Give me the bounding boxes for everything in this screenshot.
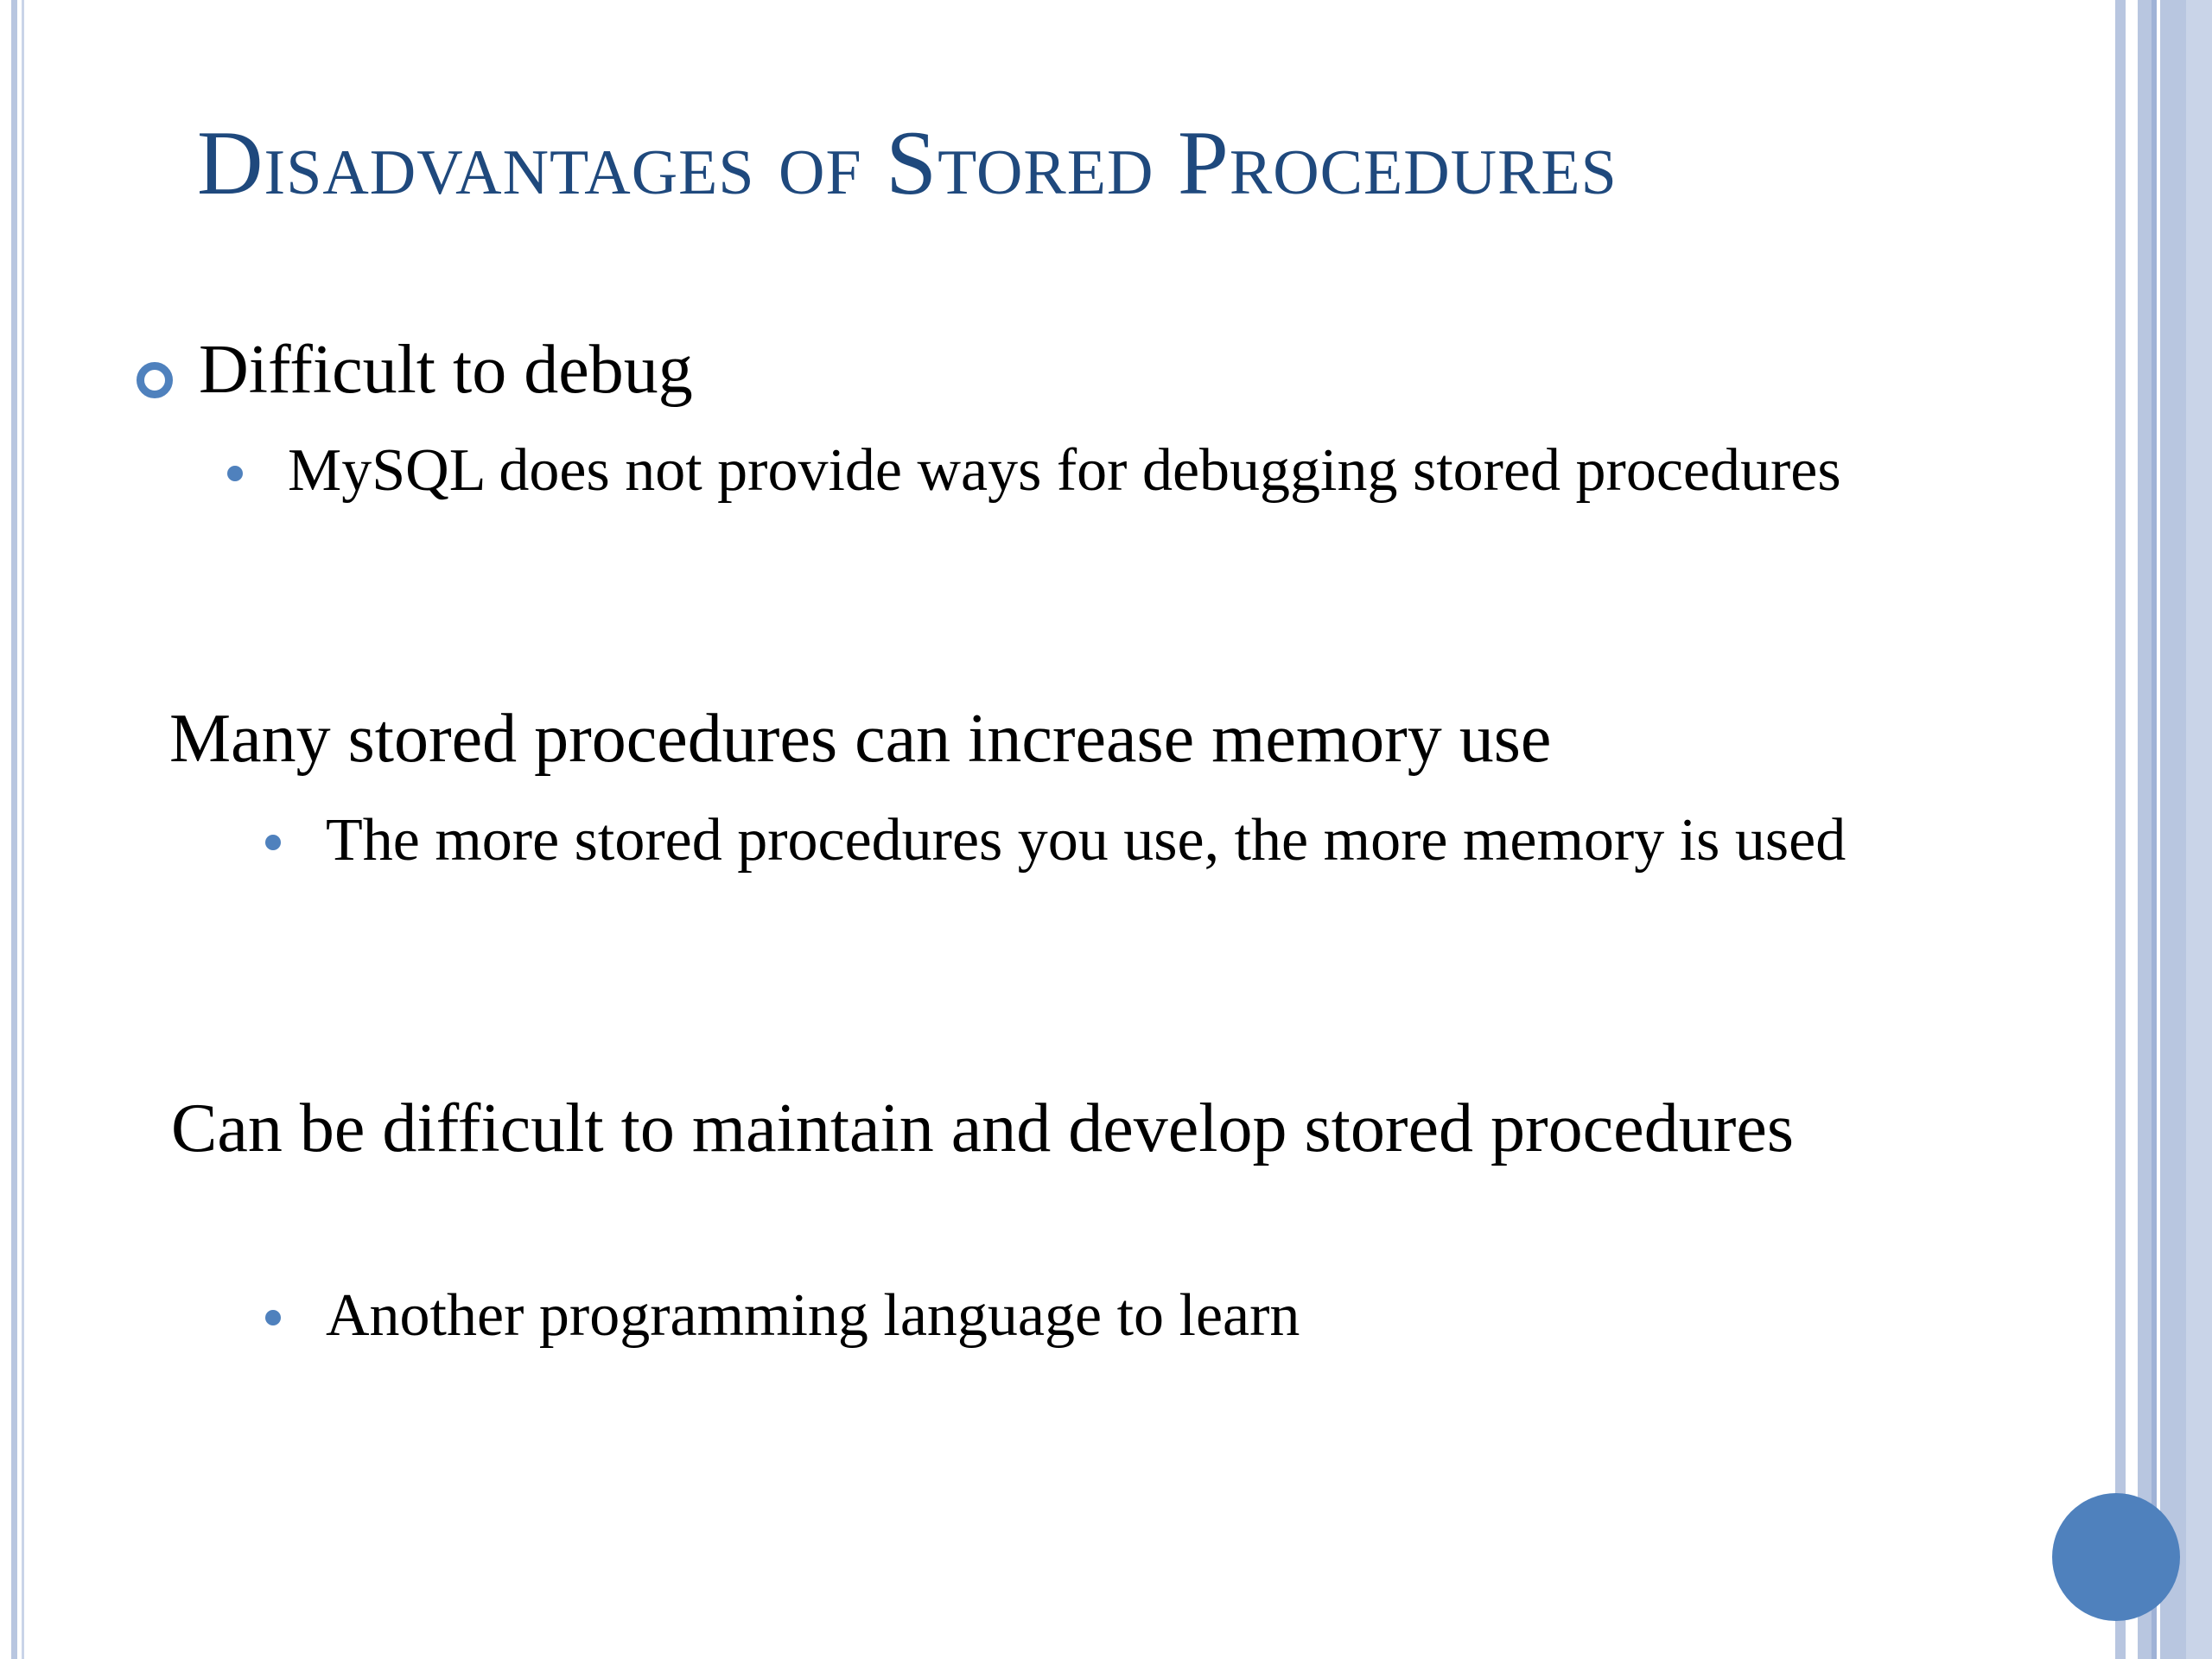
slide-title: Disadvantages of Stored Procedures — [197, 112, 1618, 213]
bullet-point-1: Difficult to debug — [199, 332, 693, 408]
decorative-circle — [2052, 1493, 2180, 1621]
sub-point-3: Another programming language to learn — [326, 1282, 1300, 1349]
bullet-point-3: Can be difficult to maintain and develop stored procedures — [171, 1090, 1794, 1166]
ring-bullet-icon — [137, 362, 173, 398]
bullet-point-2: Many stored procedures can increase memory use — [169, 701, 1552, 777]
right-decor-stripe — [2186, 0, 2212, 1659]
right-decor-stripe — [2115, 0, 2126, 1659]
sub-point-1: MySQL does not provide ways for debugging stored procedures — [288, 437, 1841, 504]
dot-bullet-icon — [265, 1310, 281, 1325]
left-frame-line-inner — [22, 0, 24, 1659]
right-decor-stripe — [2138, 0, 2152, 1659]
right-decor-stripe — [2126, 0, 2138, 1659]
right-decor-stripe — [2160, 0, 2186, 1659]
dot-bullet-icon — [227, 466, 243, 481]
left-frame-line — [11, 0, 17, 1659]
sub-point-2: The more stored procedures you use, the more memory is used — [326, 807, 1847, 874]
dot-bullet-icon — [265, 835, 281, 850]
